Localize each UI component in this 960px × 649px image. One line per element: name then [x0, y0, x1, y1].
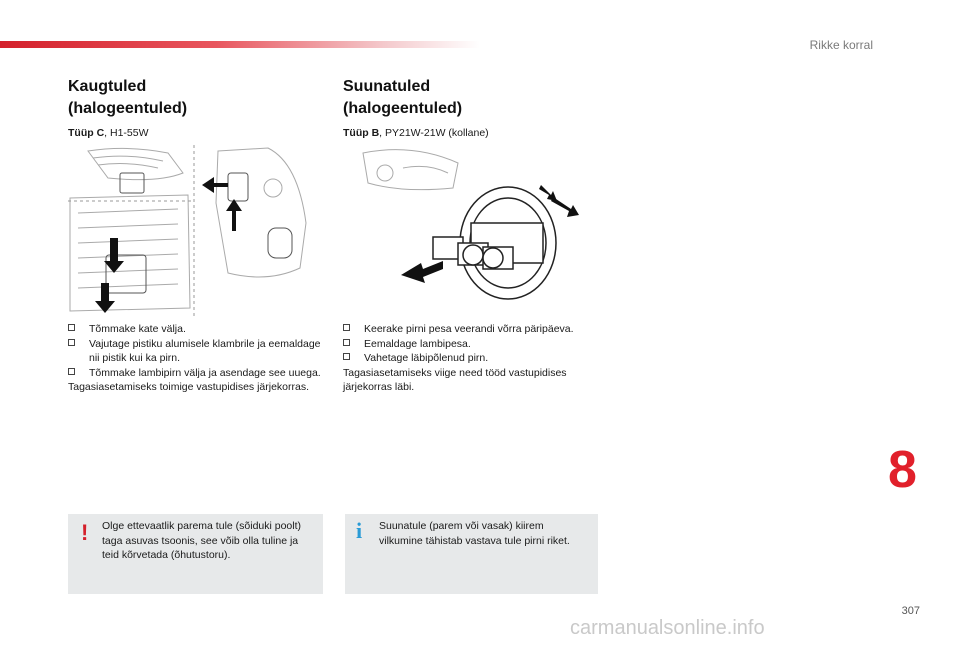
high-beam-type-value: , H1-55W: [104, 127, 149, 139]
step-text: Keerake pirni pesa veerandi võrra päripäeva.: [364, 323, 574, 335]
warning-note-text: Olge ettevaatlik parema tule (sõiduki poolt) taga asuvas tsoonis, see võib olla tuline ja teid kõrvetada (õhutustoru).: [102, 520, 302, 561]
warning-icon: !: [81, 520, 89, 545]
high-beam-bulb-type: [68, 127, 328, 139]
turn-signal-illustration: [343, 143, 598, 318]
checkbox-bullet-icon: [343, 353, 350, 360]
high-beam-title-line2: (halogeentuled): [68, 100, 188, 117]
high-beam-type-label: Tüüp C: [68, 127, 105, 139]
closing-text: Tagasiasetamiseks viige need tööd vastupidises järjekorras läbi.: [343, 366, 567, 393]
header-accent-bar: [0, 41, 480, 48]
footer-watermark: carmanualsonline.info: [570, 617, 765, 639]
closing-text: Tagasiasetamiseks toimige vastupidises järjekorras.: [68, 381, 310, 393]
checkbox-bullet-icon: [68, 339, 75, 346]
turn-signal-title-line1: Suunatuled: [343, 78, 431, 95]
list-item: [68, 322, 330, 337]
info-note-text: Suunatule (parem või vasak) kiirem vilkumine tähistab vastava tule pirni riket.: [379, 520, 570, 547]
page-number: 307: [901, 605, 920, 617]
step-text: Vahetage läbipõlenud pirn.: [364, 352, 489, 364]
turn-signal-steps: [343, 322, 605, 395]
checkbox-bullet-icon: [68, 324, 75, 331]
info-note: [345, 514, 598, 594]
high-beam-steps: [68, 322, 330, 395]
high-beam-title-line1: Kaugtuled: [68, 78, 147, 95]
chapter-number: 8: [888, 441, 917, 499]
step-text: Tõmmake kate välja.: [89, 323, 186, 335]
turn-signal-title-line2: (halogeentuled): [343, 100, 463, 117]
step-text: Eemaldage lambipesa.: [364, 337, 471, 350]
list-item: [68, 366, 330, 381]
column-high-beam: [68, 76, 328, 139]
warning-note: [68, 514, 323, 594]
checkbox-bullet-icon: [68, 368, 75, 375]
list-item: [343, 351, 605, 366]
high-beam-illustration: [68, 143, 323, 318]
list-item: [68, 337, 330, 366]
turn-signal-title: [343, 76, 603, 120]
high-beam-title: [68, 76, 328, 120]
column-turn-signal: [343, 76, 603, 139]
section-title: Rikke korral: [809, 38, 873, 52]
turn-signal-type-value: , PY21W-21W (kollane): [379, 127, 489, 139]
step-text: Tõmmake lambipirn välja ja asendage see uuega.: [89, 366, 321, 379]
turn-signal-bulb-type: [343, 127, 603, 139]
list-item: [343, 322, 605, 337]
turn-signal-type-label: Tüüp B: [343, 127, 380, 139]
checkbox-bullet-icon: [343, 324, 350, 331]
checkbox-bullet-icon: [343, 339, 350, 346]
list-item: [343, 337, 605, 352]
step-text: Vajutage pistiku alumisele klambrile ja eemaldage nii pistik kui ka pirn.: [89, 337, 321, 364]
info-icon: i: [356, 518, 363, 543]
